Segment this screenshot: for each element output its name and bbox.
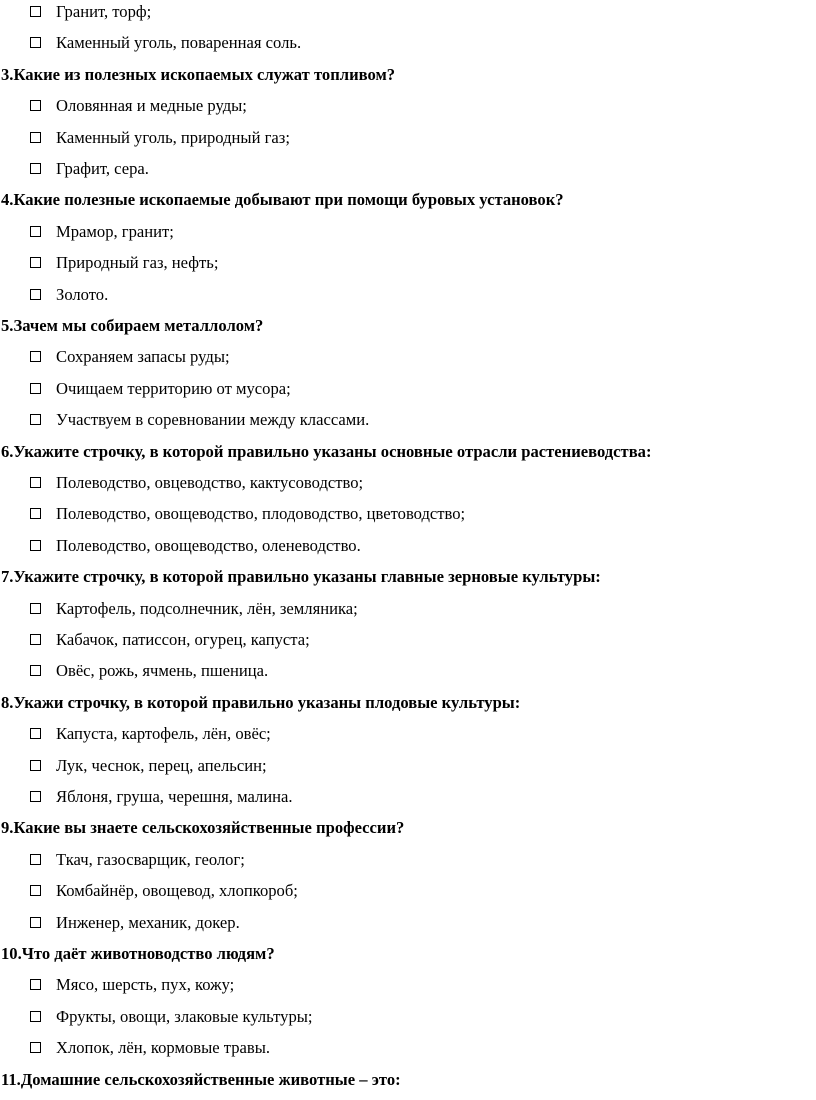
answer-option[interactable] [30,534,361,558]
answer-option[interactable] [30,911,240,935]
question-heading [1,63,395,87]
answer-option[interactable] [30,1036,270,1060]
checkbox-icon[interactable] [30,163,41,174]
question-text: Укажите строчку, в которой правильно указаны главные зерновые культуры: [13,567,601,587]
answer-option[interactable] [30,722,271,746]
question-heading [1,942,275,966]
answer-option[interactable] [30,1005,313,1029]
answer-option[interactable] [30,848,245,872]
answer-option[interactable] [30,220,174,244]
checkbox-icon[interactable] [30,760,41,771]
option-label: Участвуем в соревновании между классами. [56,410,370,430]
question-number: 9. [1,818,14,838]
answer-option[interactable] [30,754,267,778]
answer-option[interactable] [30,94,247,118]
option-label: Полеводство, овцеводство, кактусоводство; [56,473,364,492]
checkbox-icon[interactable] [30,6,41,17]
answer-option[interactable] [30,157,149,181]
checkbox-icon[interactable] [30,1042,41,1053]
checkbox-icon[interactable] [30,854,41,865]
option-label: Каменный уголь, поваренная соль. [56,33,302,53]
question-heading [1,691,520,715]
checkbox-icon[interactable] [30,665,41,676]
checkbox-icon[interactable] [30,383,41,394]
answer-option[interactable] [30,502,465,526]
answer-option[interactable] [30,973,234,997]
answer-option[interactable] [30,31,301,55]
checkbox-icon[interactable] [30,728,41,739]
answer-option[interactable] [30,0,151,24]
answer-option[interactable] [30,628,310,652]
option-label: Полеводство, овощеводство, плодоводство, цветоводство; [56,504,466,524]
question-text: Какие вы знаете сельскохозяйственные профессии? [13,818,405,838]
option-label: Оловянная и медные руды; [56,96,247,116]
option-label: Лук, чеснок, перец, апельсин; [56,755,267,775]
checkbox-icon[interactable] [30,257,41,268]
question-number: 7. [1,567,14,587]
answer-option[interactable] [30,785,293,809]
option-label: Гранит, торф; [56,2,152,21]
question-heading [1,565,601,589]
question-number: 5. [1,316,14,335]
question-text: Домашние сельскохозяйственные животные – это: [20,1069,401,1089]
question-number: 11. [1,1069,21,1089]
question-text: Что даёт животноводство людям? [21,944,275,963]
option-label: Каменный уголь, природный газ; [56,127,290,147]
answer-option[interactable] [30,377,291,401]
answer-option[interactable] [30,283,108,307]
answer-option[interactable] [30,597,358,621]
option-label: Инженер, механик, докер. [56,912,240,932]
answer-option[interactable] [30,408,369,432]
option-label: Золото. [56,284,109,304]
option-label: Очищаем территорию от мусора; [56,378,291,398]
question-heading [1,816,404,840]
answer-option[interactable] [30,879,298,903]
question-heading [1,1068,401,1092]
option-label: Мрамор, гранит; [56,221,174,241]
option-label: Сохраняем запасы руды; [56,347,230,367]
option-label: Природный газ, нефть; [56,253,219,273]
option-label: Яблоня, груша, черешня, малина. [56,787,293,806]
answer-option[interactable] [30,471,363,495]
option-label: Графит, сера. [56,159,149,178]
question-number: 8. [1,692,14,712]
option-label: Мясо, шерсть, пух, кожу; [56,975,235,995]
checkbox-icon[interactable] [30,917,41,928]
checkbox-icon[interactable] [30,1011,41,1022]
question-heading [1,314,263,338]
option-label: Капуста, картофель, лён, овёс; [56,724,271,744]
option-label: Кабачок, патиссон, огурец, капуста; [56,630,310,649]
answer-option[interactable] [30,345,230,369]
question-text: Какие полезные ископаемые добывают при помощи буровых установок? [13,190,564,210]
checkbox-icon[interactable] [30,540,41,551]
question-text: Укажи строчку, в которой правильно указаны плодовые культуры: [13,692,521,712]
checkbox-icon[interactable] [30,885,41,896]
checkbox-icon[interactable] [30,477,41,488]
checkbox-icon[interactable] [30,791,41,802]
question-number: 4. [1,190,14,210]
question-text: Зачем мы собираем металлолом? [13,316,264,335]
option-label: Овёс, рожь, ячмень, пшеница. [56,661,269,681]
checkbox-icon[interactable] [30,414,41,425]
checkbox-icon[interactable] [30,132,41,143]
question-number: 10. [1,944,22,963]
checkbox-icon[interactable] [30,289,41,300]
option-label: Хлопок, лён, кормовые травы. [56,1038,271,1058]
checkbox-icon[interactable] [30,351,41,362]
question-number: 6. [1,441,14,461]
checkbox-icon[interactable] [30,603,41,614]
question-text: Укажите строчку, в которой правильно указаны основные отрасли растениеводства: [13,441,652,461]
checkbox-icon[interactable] [30,979,41,990]
answer-option[interactable] [30,126,290,150]
question-text: Какие из полезных ископаемых служат топливом? [13,64,396,84]
checkbox-icon[interactable] [30,634,41,645]
option-label: Картофель, подсолнечник, лён, земляника; [56,598,358,618]
question-heading [1,440,651,464]
option-label: Комбайнёр, овощевод, хлопкороб; [56,881,298,901]
answer-option[interactable] [30,659,268,683]
option-label: Ткач, газосварщик, геолог; [56,849,245,869]
question-heading [1,188,564,212]
answer-option[interactable] [30,251,218,275]
checkbox-icon[interactable] [30,37,41,48]
checkbox-icon[interactable] [30,226,41,237]
checkbox-icon[interactable] [30,100,41,111]
checkbox-icon[interactable] [30,508,41,519]
option-label: Полеводство, овощеводство, оленеводство. [56,535,361,555]
question-number: 3. [1,64,14,84]
option-label: Фрукты, овощи, злаковые культуры; [56,1006,313,1026]
